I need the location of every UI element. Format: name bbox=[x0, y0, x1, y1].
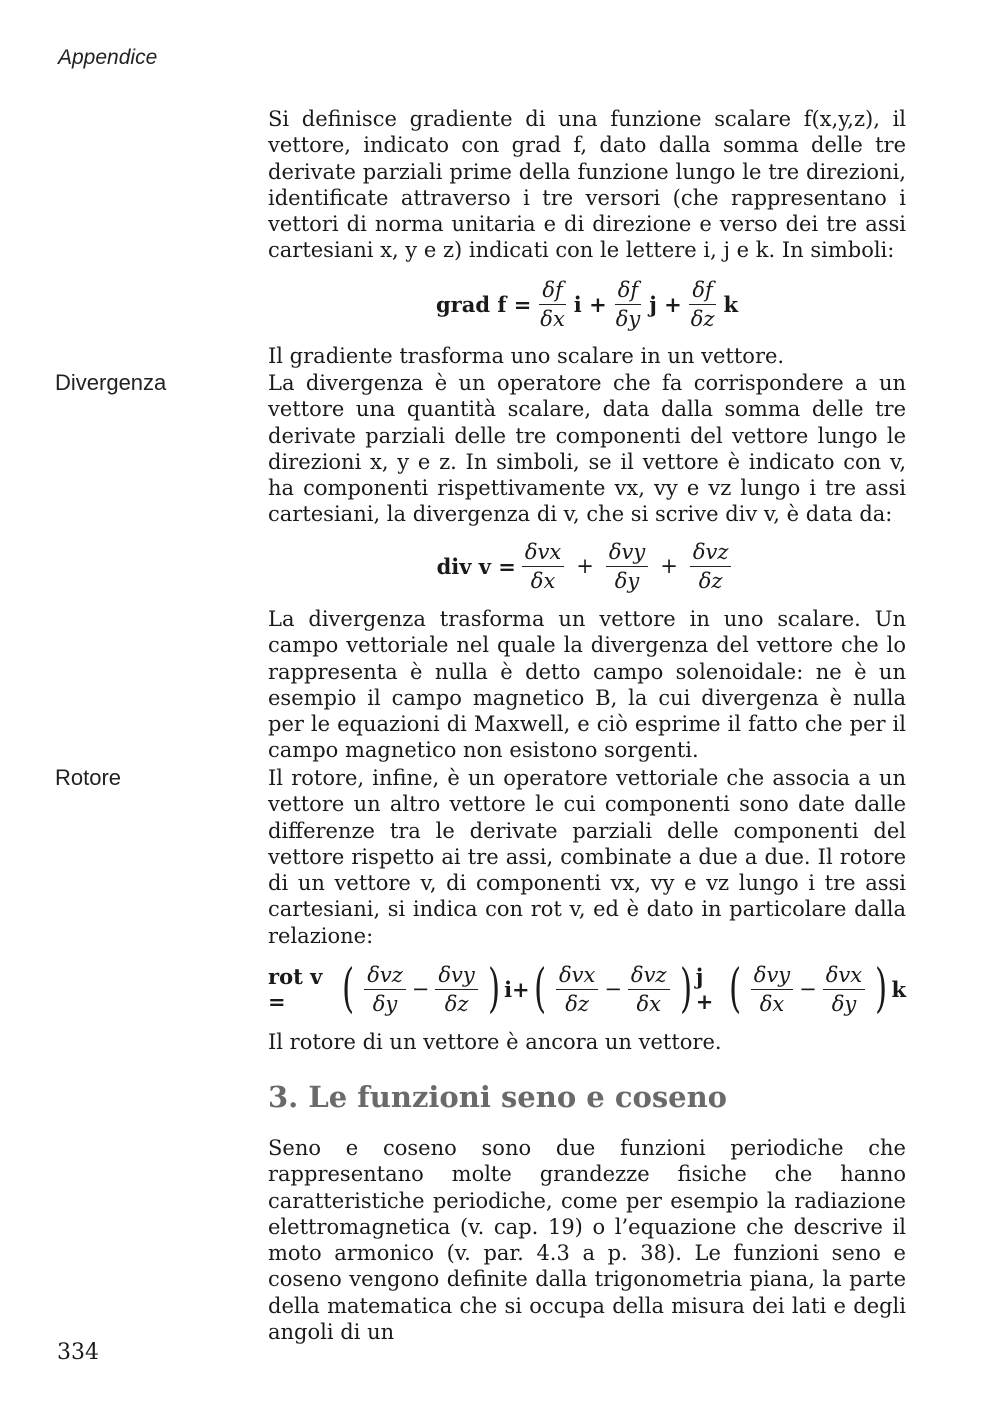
section-title: 3. Le funzioni seno e coseno bbox=[268, 1080, 728, 1114]
margin-note-divergenza: Divergenza bbox=[55, 370, 167, 395]
formula-rotor: rot v = ( $\frac{\text{δvz}}{\delta y}$ − $\frac{\text{δvy}}{\delta z}$ ) i+ ( $\frac{\text{δvx}}{\delta z}$ − $\frac{\text{δvz}}{\delta x}$ ) j + ( $\frac{\text{δvy}}{\delta x}$ − $\frac{\text{δvx}}{\delta y}$ ) k bbox=[268, 959, 906, 1019]
paragraph-gradient-intro: Si definisce gradiente di una funzione scalare f(x,y,z), il vettore, indicato con grad f, dato dalla somma delle tre derivate parziali prime della funzione lungo le tre direzioni, identificate attraverso i tre versori (che rappresentano i vettori di norma unitaria e di direzione e verso dei tre assi cartesiani x, y e z) indicati con le lettere i, j e k. In simboli: bbox=[268, 107, 906, 263]
paragraph-divergence-intro: La divergenza è un operatore che fa corrispondere a un vettore una quantità scalare, data dalla somma delle tre derivate parziali delle tre componenti del vettore lungo le direzioni x, y e z. In simboli, se il vettore è indicato con v, ha componenti rispettivamente vx, vy e vz lungo i tre assi cartesiani, la divergenza di v, che si scrive div v, è data da: bbox=[268, 371, 906, 527]
paragraph-divergence-outro: La divergenza trasforma un vettore in uno scalare. Un campo vettoriale nel quale la divergenza del vettore che lo rappresenta è nulla è detto campo solenoidale: ne è un esempio il campo magnetico B, la cui divergenza è nulla per le equazioni di Maxwell, e ciò esprime il fatto che per il campo magnetico non esistono sorgenti. bbox=[268, 607, 906, 763]
paragraph-rotor-outro: Il rotore di un vettore è ancora un vettore. bbox=[268, 1030, 722, 1054]
page-number: 334 bbox=[57, 1340, 99, 1365]
paragraph-gradient-outro: Il gradiente trasforma uno scalare in un vettore. bbox=[268, 344, 785, 368]
margin-note-rotore: Rotore bbox=[55, 765, 122, 790]
formula-gradient: grad f = $\frac{\delta f}{\delta x}$ i + $\frac{\delta f}{\delta y}$ j + $\frac{\delta f}{\delta z}$ k bbox=[436, 277, 738, 331]
paragraph-rotor-intro: Il rotore, infine, è un operatore vettoriale che associa a un vettore un altro vettore le cui componenti sono date dalle differenze tra le derivate parziali delle componenti del vettore rispetto ai tre assi, combinate a due a due. Il rotore di un vettore v, di componenti vx, vy e vz lungo i tre assi cartesiani, si indica con rot v, ed è dato in particolare dalla relazione: bbox=[268, 766, 906, 948]
running-header: Appendice bbox=[58, 46, 158, 69]
paragraph-sine-intro: Seno e coseno sono due funzioni periodiche che rappresentano molte grandezze fisiche che hanno caratteristiche periodiche, come per esempio la radiazione elettromagnetica (v. cap. 19) o l’equazione che descrive il moto armonico (v. par. 4.3 a p. 38). Le funzioni seno e coseno vengono definite dalla trigonometria piana, la parte della matematica che si occupa della misura dei lati e degli angoli di un bbox=[268, 1136, 906, 1345]
formula-divergence: div v = $\frac{\text{δvx}}{\delta x}$ + $\frac{\text{δvy}}{\delta y}$ + $\frac{\text{δvz}}{\delta z}$ bbox=[268, 536, 906, 596]
